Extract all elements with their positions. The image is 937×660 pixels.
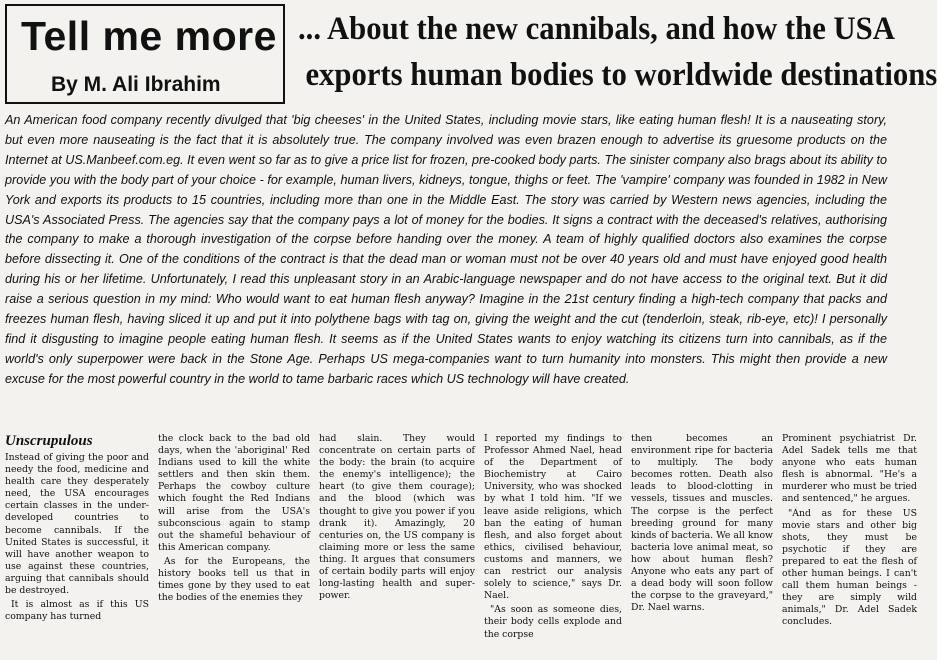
- article-headline: [298, 6, 937, 98]
- body-paragraph: the clock back to the bad old days, when the 'aboriginal' Red Indians used to kill the white settlers and then skin them. Perhaps the cowboy culture which fought the Red Indians will arise from the USA's subconscious again to stamp out the shameful behaviour of this American company.: [158, 433, 310, 553]
- headline-line-2: exports human bodies to worldwide destinations: [305, 57, 937, 93]
- body-paragraph: Prominent psychiatrist Dr. Adel Sadek tells me that anyone who eats human flesh is abnormal. "He's a murderer who must be tried and sentenced," he argues.: [782, 433, 917, 505]
- body-paragraph: Instead of giving the poor and needy the food, medicine and health care they desperately need, the USA encourages certain classes in the under-developed countries to become cannibals. If the United States is successful, it will have another weapon to use against these countries, arguing that cannibals should be destroyed.: [5, 452, 149, 597]
- body-column-3: [319, 433, 475, 660]
- body-paragraph: "As soon as someone dies, their body cells explode and the corpse: [484, 604, 622, 640]
- column-title: Tell me more: [21, 13, 277, 59]
- lead-paragraph: An American food company recently divulged that 'big cheeses' in the United States, including movie stars, like eating human flesh! It is a nauseating story, but even more nauseating is the fact that it is absolutely true. The company involved was even brazen enough to advertise its gruesome products on the Internet at US.Manbeef.com.eg. It even went so far as to give a price list for frozen, pre-cooked body parts. The sinister company also brags about its ability to provide you with the body part of your choice - for example, human livers, kidneys, tongue, thighs or feet. The 'vampire' company was founded in 1982 in New York and exports its products to 15 countries, including more than one in the Middle East. The story was carried by Western news agencies, including the USA's Associated Press. The agencies say that the company pays a lot of money for the bodies. It signs a contract with the deceased's relatives, authorising the company to make a thorough investigation of the corpse before handing over the money. A team of highly qualified doctors also examines the corpse before dissecting it. One of the conditions of the contract is that the dead man or woman must not be over 40 years old and must have enjoyed good health during his or her lifetime. Unfortunately, I read this unpleasant story in an Arabic-language newspaper and do not have access to the original text. But it did raise a serious question in my mind: Who would want to eat human flesh anyway? Imagine in the 21st century finding a high-tech company that packs and freezes human flesh, having sliced it up and put it into polythene bags with tag on, giving the weight and the cut (tenderloin, steak, rib-eye, etc)! I personally find it disgusting to imagine people eating human flesh. It seems as if the United States wants to enjoy watching its citizens turn into cannibals, as if the world's only superpower were back in the Stone Age. Perhaps US mega-companies want to turn humanity into monsters. This might then provide a new excuse for the most powerful country in the world to tame barbaric races which US technology will have created.: [5, 113, 887, 386]
- masthead: [0, 0, 937, 110]
- body-column-6: [782, 433, 917, 660]
- column-kicker-box: [5, 4, 285, 104]
- body-column-1: [5, 433, 149, 660]
- body-paragraph: had slain. They would concentrate on certain parts of the body: the brain (to acquire the enemy's intelligence); the heart (to give them courage); and the blood (which was thought to give you power if you drank it). Amazingly, 20 centuries on, the US company is claiming more or less the same thing. It argues that consumers of certain bodily parts will enjoy long-lasting health and super-power.: [319, 433, 475, 602]
- body-paragraph: then becomes an environment ripe for bacteria to multiply. The body becomes rotten. Death also leads to blood-clotting in vessels, tissues and muscles. The corpse is the perfect breeding ground for many kinds of bacteria. We all know bacteria love animal meat, so how about human flesh? Anyone who eats any part of a dead body will soon follow the corpse to the graveyard," Dr. Nael warns.: [631, 433, 773, 614]
- body-column-4: [484, 433, 622, 660]
- body-column-5: [631, 433, 773, 660]
- subheading: Unscrupulous: [5, 433, 93, 449]
- body-paragraph: I reported my findings to Professor Ahmed Nael, head of the Department of Biochemistry at Cairo University, who was shocked by what I told him. "If we leave aside religions, which ban the eating of human flesh, and also forget about ethics, civilised behaviour, customs and manners, we can restrict our analysis solely to science," says Dr. Nael.: [484, 433, 622, 602]
- body-paragraph: "And as for these US movie stars and other big shots, they must be psychotic if they are prepared to eat the flesh of other human beings. I can't call them human beings - they are simply wild animals," Dr. Adel Sadek concludes.: [782, 507, 917, 628]
- body-column-2: [158, 433, 310, 660]
- body-paragraph: It is almost as if this US company has turned: [5, 599, 149, 623]
- author-byline: By M. Ali Ibrahim: [51, 73, 221, 96]
- headline-line-1: ... About the new cannibals, and how the USA: [298, 11, 895, 47]
- body-columns: [5, 433, 917, 660]
- body-paragraph: As for the Europeans, the history books tell us that in times gone by they used to eat the bodies of the enemies they: [158, 555, 310, 604]
